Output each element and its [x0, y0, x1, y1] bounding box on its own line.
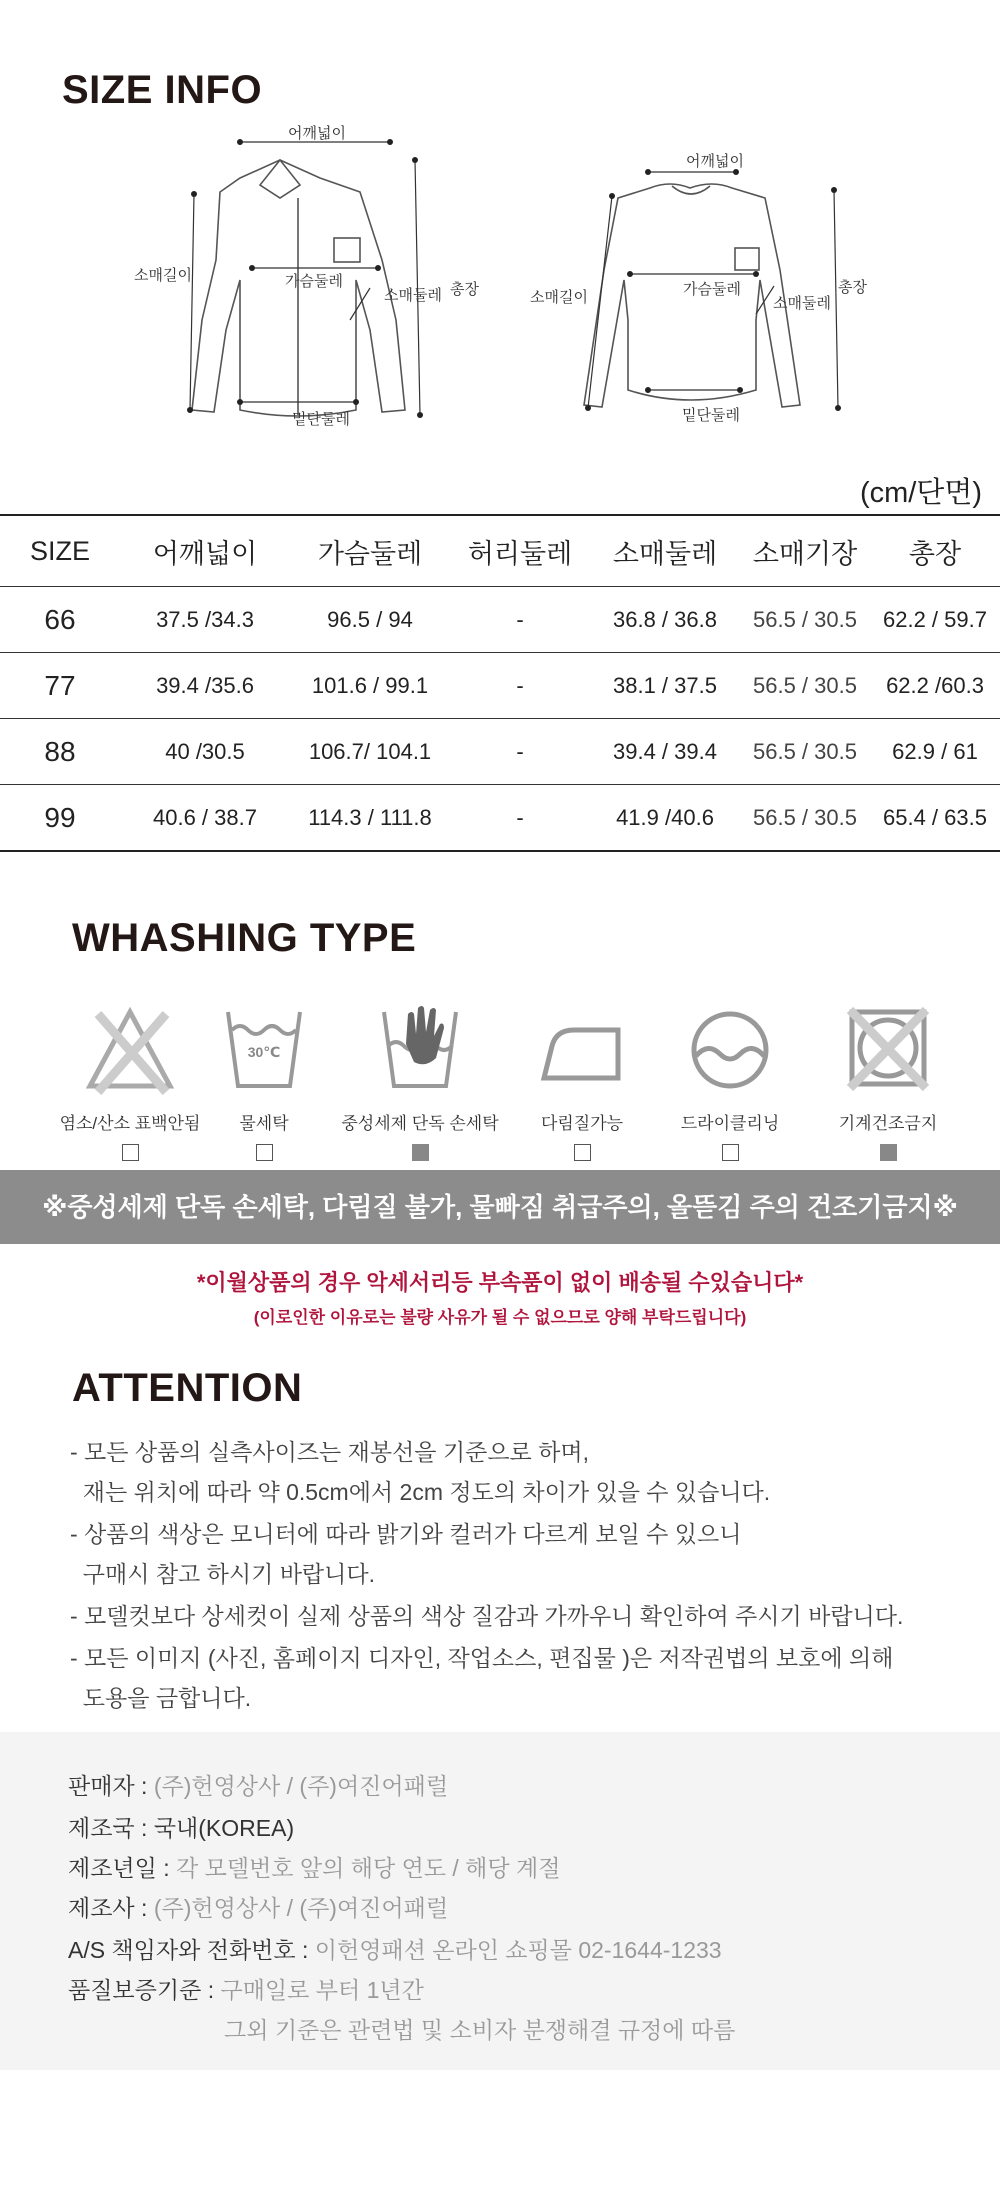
- notice-text: *이월상품의 경우 악세서리등 부속품이 없이 배송될 수있습니다*: [196, 1270, 804, 1295]
- wash-checkbox: [574, 1144, 591, 1161]
- info-manufacturer: 제조사 : (주)헌영상사 / (주)여진어패럴: [68, 1895, 449, 1921]
- table-cell: 56.5 / 30.5: [740, 653, 870, 719]
- attention-line: 구매시 참고 하시기 바랍니다.: [70, 1561, 375, 1587]
- shirt-label-chest: 가슴둘레: [285, 273, 343, 290]
- table-row: [0, 653, 1000, 719]
- col-header: 가슴둘레: [290, 515, 450, 587]
- table-cell: 56.5 / 30.5: [740, 719, 870, 785]
- attention-line: 재는 위치에 따라 약 0.5cm에서 2cm 정도의 차이가 있을 수 있습니다.: [70, 1479, 771, 1505]
- table-cell: 56.5 / 30.5: [740, 785, 870, 852]
- table-cell: -: [450, 719, 590, 785]
- shirt-label-sleeve-length: 소매길이: [134, 267, 192, 284]
- table-cell: 66: [0, 587, 120, 653]
- table-cell: 99: [0, 785, 120, 852]
- shirt-label-total-length: 총장: [450, 281, 479, 298]
- size-table-header: [0, 515, 1000, 587]
- table-cell: 40.6 / 38.7: [120, 785, 290, 852]
- table-cell: 56.5 / 30.5: [740, 587, 870, 653]
- wash-label: 드라이클리닝: [680, 1114, 780, 1133]
- table-cell: 40 /30.5: [120, 719, 290, 785]
- hand-wash-icon: [370, 1000, 470, 1100]
- attention-line: - 상품의 색상은 모니터에 따라 밝기와 컬러가 다르게 보일 수 있으니: [70, 1521, 742, 1547]
- col-header: 소매기장: [740, 515, 870, 587]
- info-other-standards: 그외 기준은 관련법 및 소비자 분쟁해결 규정에 따름: [224, 2017, 736, 2043]
- info-warranty: 품질보증기준 : 구매일로 부터 1년간: [68, 1977, 424, 2003]
- info-country: 제조국 : 국내(KOREA): [68, 1815, 295, 1841]
- table-row: [0, 785, 1000, 852]
- table-cell: 62.9 / 61: [870, 719, 1000, 785]
- table-cell: 96.5 / 94: [290, 587, 450, 653]
- care-banner: ※중성세제 단독 손세탁, 다림질 불가, 물빠짐 취급주의, 올뜯김 주의 건조기금지※: [0, 1170, 1000, 1244]
- table-cell: -: [450, 587, 590, 653]
- wash-label: 염소/산소 표백안됨: [59, 1114, 201, 1133]
- col-header: 어깨넓이: [120, 515, 290, 587]
- info-seller: 판매자 : (주)헌영상사 / (주)여진어패럴: [68, 1773, 449, 1799]
- table-cell: 38.1 / 37.5: [590, 653, 740, 719]
- tshirt-label-sleeve-length: 소매길이: [530, 289, 588, 306]
- wash-item: [340, 1000, 500, 1161]
- table-cell: 62.2 /60.3: [870, 653, 1000, 719]
- table-cell: -: [450, 785, 590, 852]
- table-cell: 41.9 /40.6: [590, 785, 740, 852]
- wash-label: 물세탁: [239, 1114, 289, 1133]
- table-row: [0, 587, 1000, 653]
- table-cell: 36.8 / 36.8: [590, 587, 740, 653]
- shirt-label-shoulder: 어깨넓이: [288, 125, 346, 142]
- notice-subtext: (이로인한 이유로는 불량 사유가 될 수 없으므로 양해 부탁드립니다): [253, 1308, 747, 1327]
- size-table: [0, 514, 1000, 852]
- shirt-label-sleeve-circ: 소매둘레: [384, 287, 442, 304]
- table-cell: 39.4 / 39.4: [590, 719, 740, 785]
- wash-checkbox: [256, 1144, 273, 1161]
- col-header: 총장: [870, 515, 1000, 587]
- table-cell: 88: [0, 719, 120, 785]
- table-cell: 77: [0, 653, 120, 719]
- table-cell: 65.4 / 63.5: [870, 785, 1000, 852]
- dry-clean-icon: [680, 1000, 780, 1100]
- wash-label: 다림질가능: [540, 1114, 624, 1133]
- no-tumble-dry-icon: [838, 1000, 938, 1100]
- attention-line: - 모든 이미지 (사진, 홈페이지 디자인, 작업소스, 편집물 )은 저작권법의 보호에 의해: [70, 1645, 894, 1671]
- iron-icon: [532, 1000, 632, 1100]
- tshirt-label-sleeve-circ: 소매둘레: [773, 295, 831, 312]
- table-cell: 62.2 / 59.7: [870, 587, 1000, 653]
- tshirt-label-hem: 밑단둘레: [682, 407, 740, 424]
- table-cell: 39.4 /35.6: [120, 653, 290, 719]
- table-cell: 114.3 / 111.8: [290, 785, 450, 852]
- tshirt-label-total-length: 총장: [838, 279, 867, 296]
- table-cell: 101.6 / 99.1: [290, 653, 450, 719]
- table-cell: 106.7/ 104.1: [290, 719, 450, 785]
- info-manufacture-date: 제조년일 : 각 모델번호 앞의 해당 연도 / 해당 계절: [68, 1855, 561, 1881]
- attention-line: 도용을 금합니다.: [70, 1685, 252, 1711]
- tshirt-label-shoulder: 어깨넓이: [686, 153, 744, 170]
- info-as-contact: A/S 책임자와 전화번호 : 이헌영패션 온라인 쇼핑몰 02-1644-1233: [68, 1937, 722, 1963]
- size-unit: (cm/단면): [859, 477, 982, 509]
- col-header: 소매둘레: [590, 515, 740, 587]
- attention-line: - 모든 상품의 실측사이즈는 재봉선을 기준으로 하며,: [70, 1439, 589, 1465]
- wash-checkbox: [722, 1144, 739, 1161]
- washing-title: WHASHING TYPE: [72, 916, 417, 960]
- wash-item: [808, 1000, 968, 1161]
- wash-label: 기계건조금지: [838, 1114, 938, 1133]
- wash-item: [502, 1000, 662, 1161]
- attention-line: - 모델컷보다 상세컷이 실제 상품의 색상 질감과 가까우니 확인하여 주시기 바랍니다.: [70, 1603, 904, 1629]
- col-header: 허리둘레: [450, 515, 590, 587]
- col-header: SIZE: [0, 515, 120, 587]
- wash-checkbox-checked: [412, 1144, 429, 1161]
- wash-label: 중성세제 단독 손세탁: [341, 1114, 499, 1133]
- tshirt-label-chest: 가슴둘레: [683, 281, 741, 298]
- wash-item: [650, 1000, 810, 1161]
- wash-checkbox: [122, 1144, 139, 1161]
- wash-temp: 30℃: [247, 1044, 281, 1060]
- table-row: [0, 719, 1000, 785]
- size-info-title: SIZE INFO: [62, 68, 263, 112]
- attention-title: ATTENTION: [72, 1366, 303, 1410]
- wash-checkbox-checked: [880, 1144, 897, 1161]
- wash-item: [184, 1000, 344, 1161]
- no-bleach-icon: [80, 1000, 180, 1100]
- shirt-label-hem: 밑단둘레: [292, 411, 350, 428]
- table-cell: 37.5 /34.3: [120, 587, 290, 653]
- table-cell: -: [450, 653, 590, 719]
